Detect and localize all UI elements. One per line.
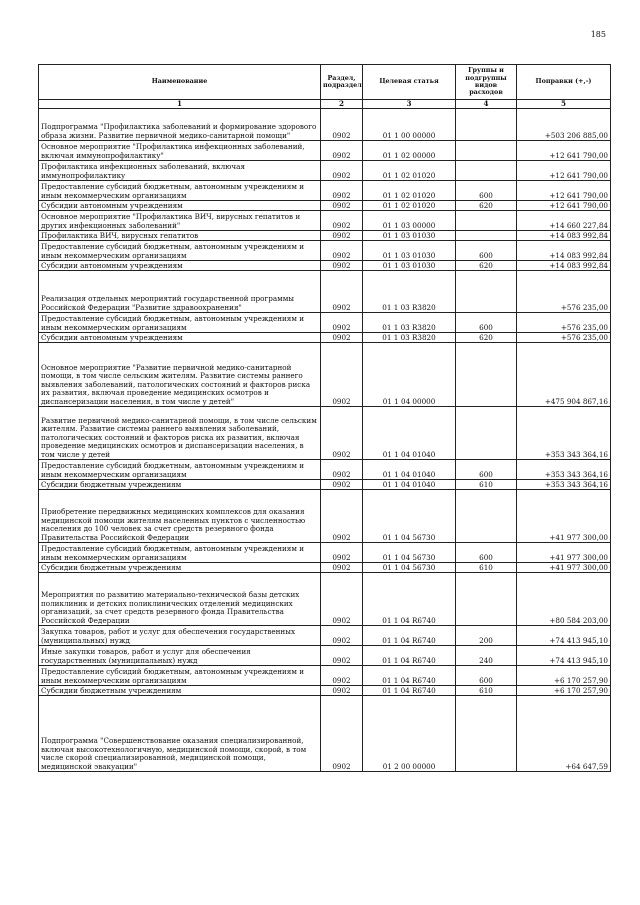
row-section: 0902: [321, 231, 363, 241]
row-expense-group: 600: [456, 666, 517, 686]
row-amendment-amount: +41 977 300,00: [517, 543, 611, 563]
row-target-article: 01 1 02 00000: [363, 141, 456, 161]
row-section: 0902: [321, 563, 363, 573]
row-target-article: 01 1 04 R6740: [363, 666, 456, 686]
column-number: 5: [517, 100, 611, 109]
row-target-article: 01 1 04 R6740: [363, 626, 456, 646]
header-article: Целевая статья: [363, 65, 456, 100]
row-expense-group: 600: [456, 181, 517, 201]
row-target-article: 01 1 02 01020: [363, 181, 456, 201]
column-number: 1: [39, 100, 321, 109]
row-amendment-amount: +576 235,00: [517, 313, 611, 333]
row-target-article: 01 1 02 01020: [363, 201, 456, 211]
row-amendment-amount: +353 343 364,16: [517, 480, 611, 490]
table-row: [39, 573, 611, 626]
column-number: 2: [321, 100, 363, 109]
row-target-article: 01 1 04 R6740: [363, 573, 456, 626]
table-row: [39, 696, 611, 772]
row-amendment-amount: +12 641 790,00: [517, 181, 611, 201]
table-row: [39, 686, 611, 696]
row-expense-group: [456, 490, 517, 543]
row-name: Иные закупки товаров, работ и услуг для обеспечения государственных (муниципальных) нужд: [39, 646, 321, 666]
row-expense-group: 620: [456, 261, 517, 271]
table-row: [39, 201, 611, 211]
row-target-article: 01 1 04 01040: [363, 480, 456, 490]
row-amendment-amount: +14 660 227,84: [517, 211, 611, 231]
row-amendment-amount: +41 977 300,00: [517, 563, 611, 573]
row-expense-group: [456, 271, 517, 313]
row-name: Субсидии автономным учреждениям: [39, 261, 321, 271]
column-number: 3: [363, 100, 456, 109]
row-amendment-amount: +74 413 945,10: [517, 646, 611, 666]
row-name: Подпрограмма "Совершенствование оказания специализированной, включая высокотехнологичную, медицинской помощи, скорой, в том числе скорой специализированной, медицинской помощи, медицинской эвакуации": [39, 696, 321, 772]
table-row: [39, 231, 611, 241]
row-section: 0902: [321, 109, 363, 141]
row-section: 0902: [321, 271, 363, 313]
row-section: 0902: [321, 490, 363, 543]
table-row: [39, 261, 611, 271]
row-amendment-amount: +64 647,59: [517, 696, 611, 772]
table-row: [39, 460, 611, 480]
row-target-article: 01 1 03 R3820: [363, 333, 456, 343]
row-amendment-amount: +576 235,00: [517, 271, 611, 313]
row-target-article: 01 1 04 01040: [363, 407, 456, 460]
row-name: Мероприятия по развитию материально-технической базы детских поликлиник и детских поликлинических отделений медицинских организаций, за счет средств резервного фонда Правительства Российской Федерации: [39, 573, 321, 626]
row-section: 0902: [321, 696, 363, 772]
row-name: Предоставление субсидий бюджетным, автономным учреждениям и иным некоммерческим организациям: [39, 181, 321, 201]
row-amendment-amount: +475 904 867,16: [517, 343, 611, 407]
row-name: Субсидии бюджетным учреждениям: [39, 480, 321, 490]
row-target-article: 01 1 04 56730: [363, 543, 456, 563]
table-body: [39, 109, 611, 772]
row-amendment-amount: +14 083 992,84: [517, 241, 611, 261]
row-expense-group: [456, 231, 517, 241]
row-name: Закупка товаров, работ и услуг для обеспечения государственных (муниципальных) нужд: [39, 626, 321, 646]
row-amendment-amount: +6 170 257,90: [517, 686, 611, 696]
page-number: 185: [590, 30, 606, 39]
table-row: [39, 109, 611, 141]
row-target-article: 01 1 04 R6740: [363, 686, 456, 696]
row-section: 0902: [321, 666, 363, 686]
table-row: [39, 211, 611, 231]
row-expense-group: 600: [456, 460, 517, 480]
row-section: 0902: [321, 460, 363, 480]
row-amendment-amount: +353 343 364,16: [517, 407, 611, 460]
row-target-article: 01 1 04 01040: [363, 460, 456, 480]
row-amendment-amount: +12 641 790,00: [517, 201, 611, 211]
row-name: Субсидии бюджетным учреждениям: [39, 686, 321, 696]
row-expense-group: 600: [456, 313, 517, 333]
row-name: Основное мероприятие "Профилактика ВИЧ, вирусных гепатитов и других инфекционных заболеваний": [39, 211, 321, 231]
row-expense-group: 600: [456, 543, 517, 563]
table-row: [39, 241, 611, 261]
row-expense-group: 200: [456, 626, 517, 646]
row-amendment-amount: +74 413 945,10: [517, 626, 611, 646]
row-amendment-amount: +6 170 257,90: [517, 666, 611, 686]
row-target-article: 01 1 04 56730: [363, 490, 456, 543]
row-target-article: 01 2 00 00000: [363, 696, 456, 772]
row-section: 0902: [321, 573, 363, 626]
header-name: Наименование: [39, 65, 321, 100]
row-expense-group: [456, 343, 517, 407]
row-expense-group: [456, 161, 517, 181]
header-section: Раздел, подраздел: [321, 65, 363, 100]
row-name: Субсидии автономным учреждениям: [39, 201, 321, 211]
row-target-article: 01 1 03 R3820: [363, 313, 456, 333]
row-expense-group: [456, 211, 517, 231]
header-groups: Группы и подгруппы видов расходов: [456, 65, 517, 100]
table-row: [39, 490, 611, 543]
row-section: 0902: [321, 241, 363, 261]
row-name: Развитие первичной медико-санитарной помощи, в том числе сельским жителям. Развитие системы раннего выявления заболеваний, патологических состояний и факторов риска их развития, включая проведение медицинских осмотров и диспансеризации населения, в том числе у детей: [39, 407, 321, 460]
row-amendment-amount: +576 235,00: [517, 333, 611, 343]
row-name: Основное мероприятие "Профилактика инфекционных заболеваний, включая иммунопрофилактику": [39, 141, 321, 161]
row-target-article: 01 1 04 00000: [363, 343, 456, 407]
table-row: [39, 181, 611, 201]
row-amendment-amount: +353 343 364,16: [517, 460, 611, 480]
row-section: 0902: [321, 646, 363, 666]
row-expense-group: [456, 573, 517, 626]
row-section: 0902: [321, 333, 363, 343]
row-amendment-amount: +41 977 300,00: [517, 490, 611, 543]
row-target-article: 01 1 00 00000: [363, 109, 456, 141]
header-amendments: Поправки (+,-): [517, 65, 611, 100]
row-name: Предоставление субсидий бюджетным, автономным учреждениям и иным некоммерческим организациям: [39, 313, 321, 333]
row-expense-group: [456, 109, 517, 141]
column-number-row: [39, 100, 611, 109]
table-row: [39, 563, 611, 573]
row-name: Предоставление субсидий бюджетным, автономным учреждениям и иным некоммерческим организациям: [39, 666, 321, 686]
row-name: Субсидии бюджетным учреждениям: [39, 563, 321, 573]
table-row: [39, 666, 611, 686]
row-section: 0902: [321, 626, 363, 646]
row-section: 0902: [321, 181, 363, 201]
row-expense-group: 620: [456, 201, 517, 211]
row-expense-group: 610: [456, 686, 517, 696]
row-expense-group: [456, 696, 517, 772]
row-expense-group: 610: [456, 563, 517, 573]
row-target-article: 01 1 02 01020: [363, 161, 456, 181]
row-name: Предоставление субсидий бюджетным, автономным учреждениям и иным некоммерческим организациям: [39, 543, 321, 563]
row-amendment-amount: +12 641 790,00: [517, 161, 611, 181]
row-name: Профилактика ВИЧ, вирусных гепатитов: [39, 231, 321, 241]
row-name: Предоставление субсидий бюджетным, автономным учреждениям и иным некоммерческим организациям: [39, 241, 321, 261]
row-section: 0902: [321, 313, 363, 333]
row-expense-group: 600: [456, 241, 517, 261]
column-number: 4: [456, 100, 517, 109]
table-row: [39, 343, 611, 407]
row-name: Предоставление субсидий бюджетным, автономным учреждениям и иным некоммерческим организациям: [39, 460, 321, 480]
row-section: 0902: [321, 480, 363, 490]
row-name: Приобретение передвижных медицинских комплексов для оказания медицинской помощи жителям населенных пунктов с численностью населения до 100 человек за счет средств резервного фонда Правительства Российской Федерации: [39, 490, 321, 543]
row-target-article: 01 1 03 01030: [363, 241, 456, 261]
row-name: Субсидии автономным учреждениям: [39, 333, 321, 343]
row-amendment-amount: +14 083 992,84: [517, 231, 611, 241]
row-name: Профилактика инфекционных заболеваний, включая иммунопрофилактику: [39, 161, 321, 181]
budget-amendments-table: [38, 64, 611, 772]
row-expense-group: [456, 141, 517, 161]
row-section: 0902: [321, 161, 363, 181]
row-name: Основное мероприятие "Развитие первичной медико-санитарной помощи, в том числе сельским жителям. Развитие системы раннего выявления заболеваний, патологических состояний и факторов риска их развития, включая проведение медицинских осмотров и диспансеризации населения, в том числе у детей": [39, 343, 321, 407]
row-section: 0902: [321, 686, 363, 696]
row-amendment-amount: +80 584 203,00: [517, 573, 611, 626]
row-expense-group: 610: [456, 480, 517, 490]
table-row: [39, 407, 611, 460]
row-target-article: 01 1 03 00000: [363, 211, 456, 231]
row-section: 0902: [321, 343, 363, 407]
row-section: 0902: [321, 543, 363, 563]
table-row: [39, 313, 611, 333]
row-section: 0902: [321, 261, 363, 271]
table-row: [39, 333, 611, 343]
row-target-article: 01 1 04 56730: [363, 563, 456, 573]
table-row: [39, 480, 611, 490]
row-target-article: 01 1 03 01030: [363, 261, 456, 271]
row-expense-group: 240: [456, 646, 517, 666]
table-row: [39, 543, 611, 563]
row-section: 0902: [321, 201, 363, 211]
table-row: [39, 141, 611, 161]
table-row: [39, 161, 611, 181]
row-section: 0902: [321, 141, 363, 161]
table-row: [39, 646, 611, 666]
row-target-article: 01 1 04 R6740: [363, 646, 456, 666]
table-header: [39, 65, 611, 109]
row-target-article: 01 1 03 01030: [363, 231, 456, 241]
row-expense-group: 620: [456, 333, 517, 343]
table-row: [39, 271, 611, 313]
row-name: Подпрограмма "Профилактика заболеваний и формирование здорового образа жизни. Развитие первичной медико-санитарной помощи": [39, 109, 321, 141]
row-amendment-amount: +12 641 790,00: [517, 141, 611, 161]
row-name: Реализация отдельных мероприятий государственной программы Российской Федерации "Развитие здравоохранения": [39, 271, 321, 313]
row-amendment-amount: +503 206 885,00: [517, 109, 611, 141]
table-row: [39, 626, 611, 646]
row-section: 0902: [321, 211, 363, 231]
row-section: 0902: [321, 407, 363, 460]
row-target-article: 01 1 03 R3820: [363, 271, 456, 313]
row-amendment-amount: +14 083 992,84: [517, 261, 611, 271]
row-expense-group: [456, 407, 517, 460]
